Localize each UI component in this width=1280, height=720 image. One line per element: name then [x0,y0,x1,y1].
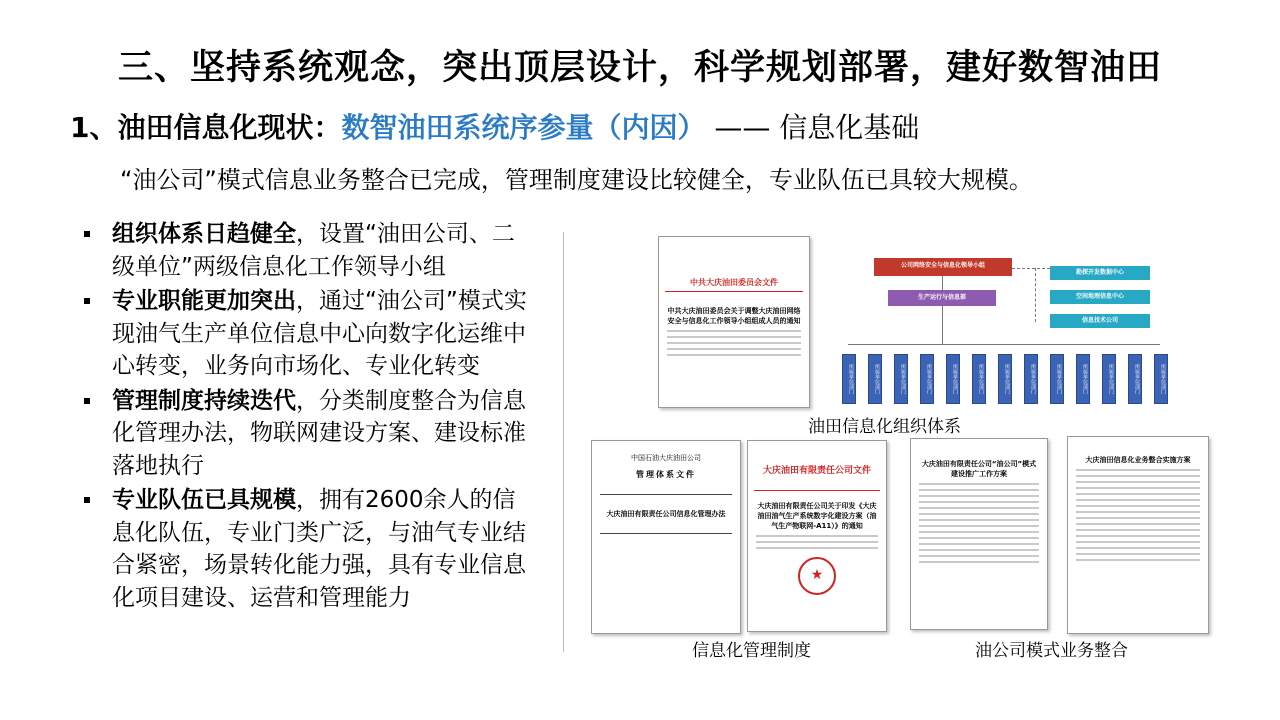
subtitle-prefix: 1、油田信息化现状： [70,111,342,144]
doc-promotion-plan [910,438,1048,630]
doc-management-system [591,440,741,634]
subtitle-suffix: —— 信息化基础 [705,111,920,144]
bullet-square-icon [84,497,90,503]
doc-title: 中共大庆油田委员会关于调整大庆油田网络安全与信息化工作领导小组组成人员的通知 [667,307,801,325]
doc-title: 大庆油田有限责任公司“油公司”模式建设推广工作方案 [921,460,1037,478]
doc-title: 大庆油田有限责任公司关于印发《大庆油田油气生产系统数字化建设方案（油气生产物联网-A11）》的通知 [757,502,877,530]
bullet-text: ，通过“油公司”模式实现油气生产单位信息中心向数字化运维中心转变，业务向市场化、专业化转变 [112,288,527,379]
bullet-item [84,218,534,283]
section-subtitle [70,106,919,146]
bullet-bold: 专业队伍已具规模 [112,487,296,513]
org-unit: 所属单位部门 [920,354,934,404]
org-top-box: 公司网络安全与信息化领导小组 [874,258,1012,276]
subtitle-highlight: 数智油田系统序参量（内因） [341,111,706,144]
seal-icon: ★ [798,557,836,595]
org-unit: 所属单位部门 [868,354,882,404]
bullet-square-icon [84,231,90,237]
org-unit: 所属单位部门 [842,354,856,404]
org-unit: 所属单位部门 [894,354,908,404]
bullet-item [84,285,534,383]
org-unit: 所属单位部门 [1076,354,1090,404]
doc-committee-notice [658,236,810,408]
caption-org: 油田信息化组织体系 [808,417,961,437]
org-unit: 所属单位部门 [946,354,960,404]
caption-mgmt: 信息化管理制度 [692,641,811,661]
org-unit: 所属单位部门 [1154,354,1168,404]
doc-title: 大庆油田信息化业务整合实施方案 [1085,456,1191,464]
doc-header: 大庆油田有限责任公司文件 [762,466,871,476]
red-rule [665,291,803,292]
org-unit: 所属单位部门 [1024,354,1038,404]
org-side-box: 信息技术公司 [1050,314,1150,328]
caption-biz: 油公司模式业务整合 [975,641,1128,661]
doc-integration-plan [1067,436,1209,634]
doc-header-1: 中国石油大庆油田公司 [631,454,701,462]
org-unit: 所属单位部门 [1050,354,1064,404]
bullet-item [84,385,534,483]
bullet-text: ，设置“油田公司、二级单位”两级信息化工作领导小组 [112,221,515,280]
org-unit: 所属单位部门 [998,354,1012,404]
intro-text: “油公司”模式信息业务整合已完成，管理制度建设比较健全，专业队伍已具较大规模。 [120,166,1033,194]
bullet-list [84,218,534,616]
bullet-bold: 管理制度持续迭代 [112,387,296,414]
doc-header-2: 管理体系文件 [636,470,696,479]
doc-company-notice [747,440,887,632]
doc-header: 中共大庆油田委员会文件 [690,277,778,287]
divider [563,232,564,652]
page-title: 三、坚持系统观念，突出顶层设计，科学规划部署，建好数智油田 [118,47,1163,88]
bullet-bold: 专业职能更加突出 [112,288,296,314]
bullet-bold: 组织体系日趋健全 [112,221,296,247]
bullet-square-icon [84,398,90,404]
org-unit: 所属单位部门 [972,354,986,404]
org-side-box: 勘探开发数据中心 [1050,266,1150,280]
doc-title: 大庆油田有限责任公司信息化管理办法 [606,510,726,518]
org-chart [840,250,1180,410]
bullet-square-icon [84,298,90,304]
org-side-box: 空间地理信息中心 [1050,290,1150,304]
org-unit: 所属单位部门 [1128,354,1142,404]
org-mid-box: 生产运行与信息部 [888,290,996,306]
bullet-text: ，分类制度整合为信息化管理办法，物联网建设方案、建设标准落地执行 [112,387,526,479]
org-unit: 所属单位部门 [1102,354,1116,404]
bullet-item [84,484,534,614]
bullet-text: ，拥有2600余人的信息化队伍，专业门类广泛，与油气专业结合紧密，场景转化能力强，具有专业信息化项目建设、运营和管理能力 [112,487,526,611]
